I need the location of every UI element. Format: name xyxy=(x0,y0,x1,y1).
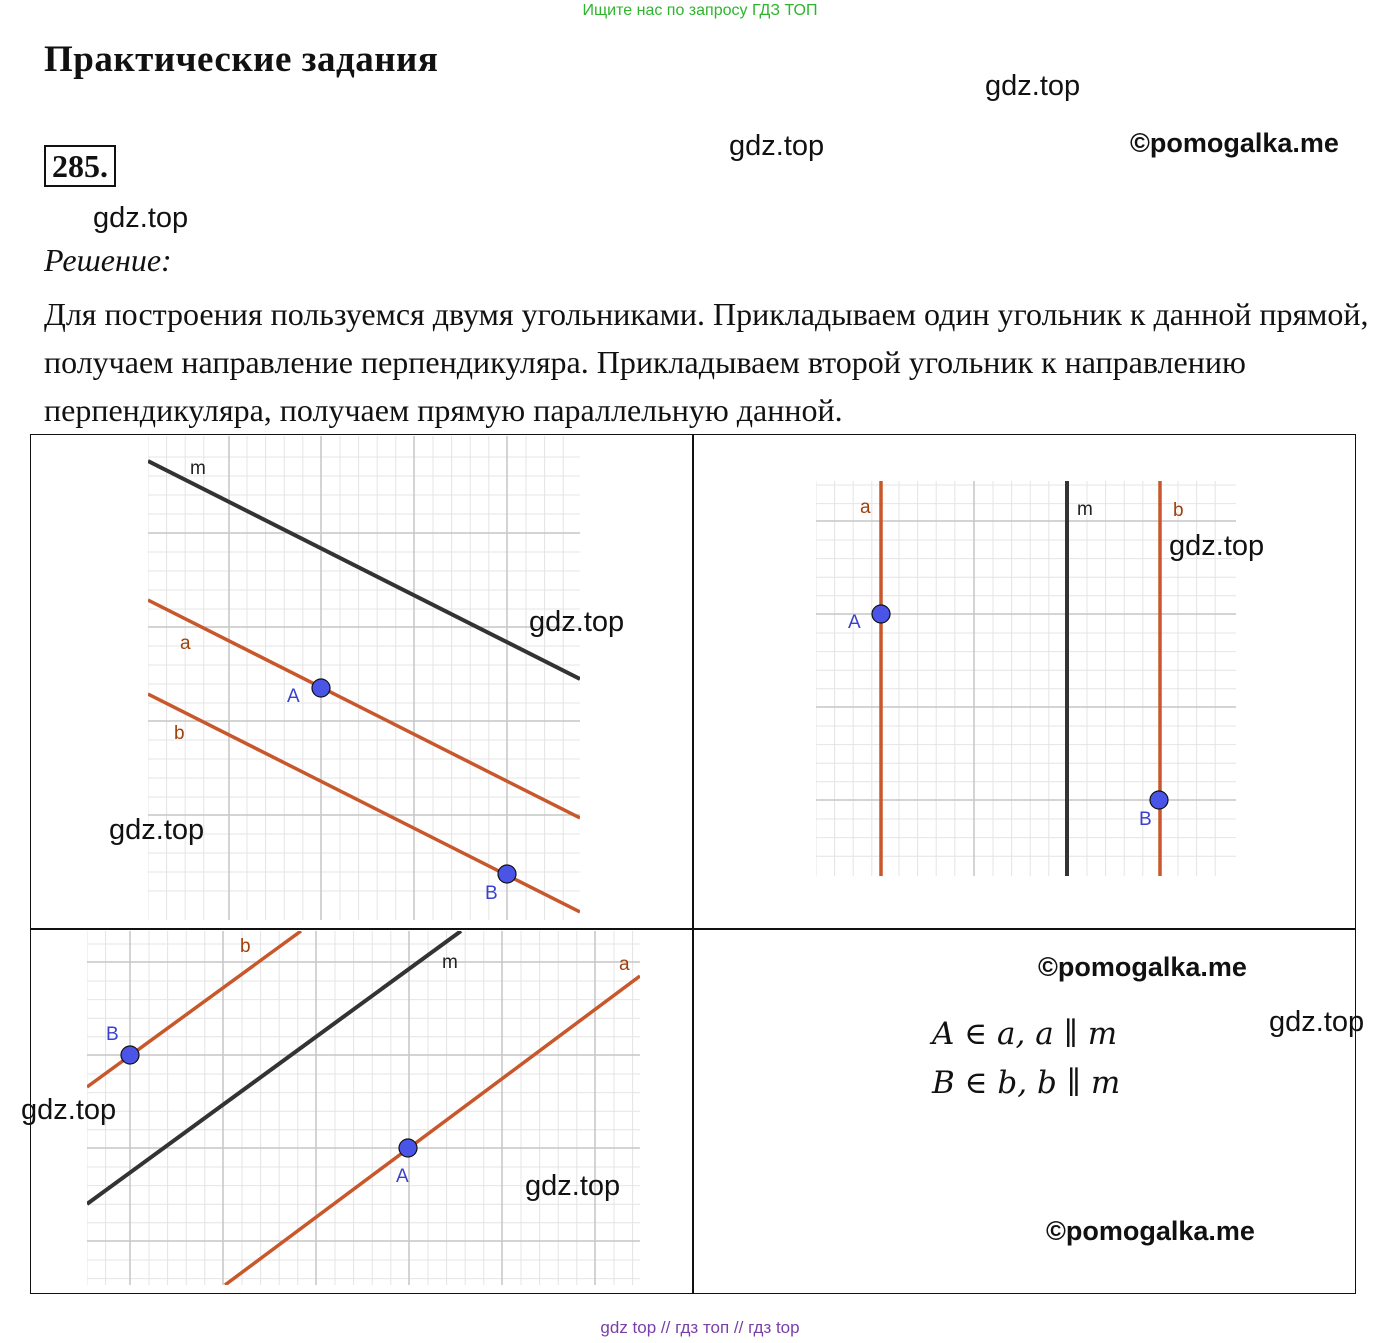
watermark-gdz: gdz.top xyxy=(525,1170,621,1202)
line-a xyxy=(225,976,640,1285)
figure-3 xyxy=(87,931,640,1285)
label-point-b: B xyxy=(1139,809,1152,830)
watermark-gdz: gdz.top xyxy=(109,814,205,846)
label-a: a xyxy=(180,633,191,654)
watermark-gdz: gdz.top xyxy=(985,70,1081,102)
label-m: m xyxy=(1077,499,1093,520)
label-point-a: A xyxy=(396,1166,409,1187)
task-number: 285. xyxy=(44,145,116,187)
grid xyxy=(148,436,580,920)
label-a: a xyxy=(619,954,630,975)
formula-line-2: B ∈ b, b ∥ m xyxy=(932,1065,1121,1101)
label-m: m xyxy=(190,458,206,479)
figure-1 xyxy=(148,436,580,920)
grid-major xyxy=(148,436,580,920)
line-b xyxy=(87,931,301,1087)
label-b: b xyxy=(1173,500,1184,521)
point-b xyxy=(121,1046,139,1064)
watermark-gdz: gdz.top xyxy=(529,606,625,638)
watermark-gdz: gdz.top xyxy=(21,1094,117,1126)
watermark-gdz: gdz.top xyxy=(93,202,189,234)
label-b: b xyxy=(240,936,251,957)
label-a: a xyxy=(860,497,871,518)
label-b: b xyxy=(174,723,185,744)
grid xyxy=(87,931,640,1285)
label-point-a: A xyxy=(848,612,861,633)
point-a xyxy=(872,605,890,623)
label-m: m xyxy=(442,952,458,973)
watermark-gdz: gdz.top xyxy=(729,130,825,162)
solution-text: Для построения пользуемся двумя угольниками. Прикладываем один угольник к данной прямой, получаем направление перпендикуляра. Прикладываем второй угольник к направлению перпендикуляра, получаем прямую параллельную данной. xyxy=(44,296,1369,428)
grid-major xyxy=(87,931,640,1285)
point-b xyxy=(498,865,516,883)
label-point-b: B xyxy=(485,883,498,904)
formula-line-1: A ∈ a, a ∥ m xyxy=(932,1016,1118,1052)
line-a xyxy=(148,600,580,818)
label-point-a: A xyxy=(287,686,300,707)
solution-label: Решение: xyxy=(44,242,172,278)
watermark-gdz: gdz.top xyxy=(1269,1006,1365,1038)
line-b xyxy=(148,694,580,912)
point-a xyxy=(312,679,330,697)
watermark-pomogalka: ©pomogalka.me xyxy=(1038,952,1247,982)
label-point-b: B xyxy=(106,1024,119,1045)
footer-links[interactable]: gdz top // гдз топ // гдз top xyxy=(600,1318,800,1337)
watermark-pomogalka: ©pomogalka.me xyxy=(1130,128,1339,158)
table-divider-horizontal xyxy=(30,928,1356,930)
watermark-pomogalka: ©pomogalka.me xyxy=(1046,1216,1255,1246)
top-banner[interactable]: Ищите нас по запросу ГДЗ ТОП xyxy=(582,2,818,19)
point-a xyxy=(399,1139,417,1157)
page-title: Практические задания xyxy=(44,39,439,80)
point-b xyxy=(1150,791,1168,809)
table-divider-vertical xyxy=(692,434,694,1294)
watermark-gdz: gdz.top xyxy=(1169,530,1265,562)
line-m xyxy=(87,931,461,1204)
